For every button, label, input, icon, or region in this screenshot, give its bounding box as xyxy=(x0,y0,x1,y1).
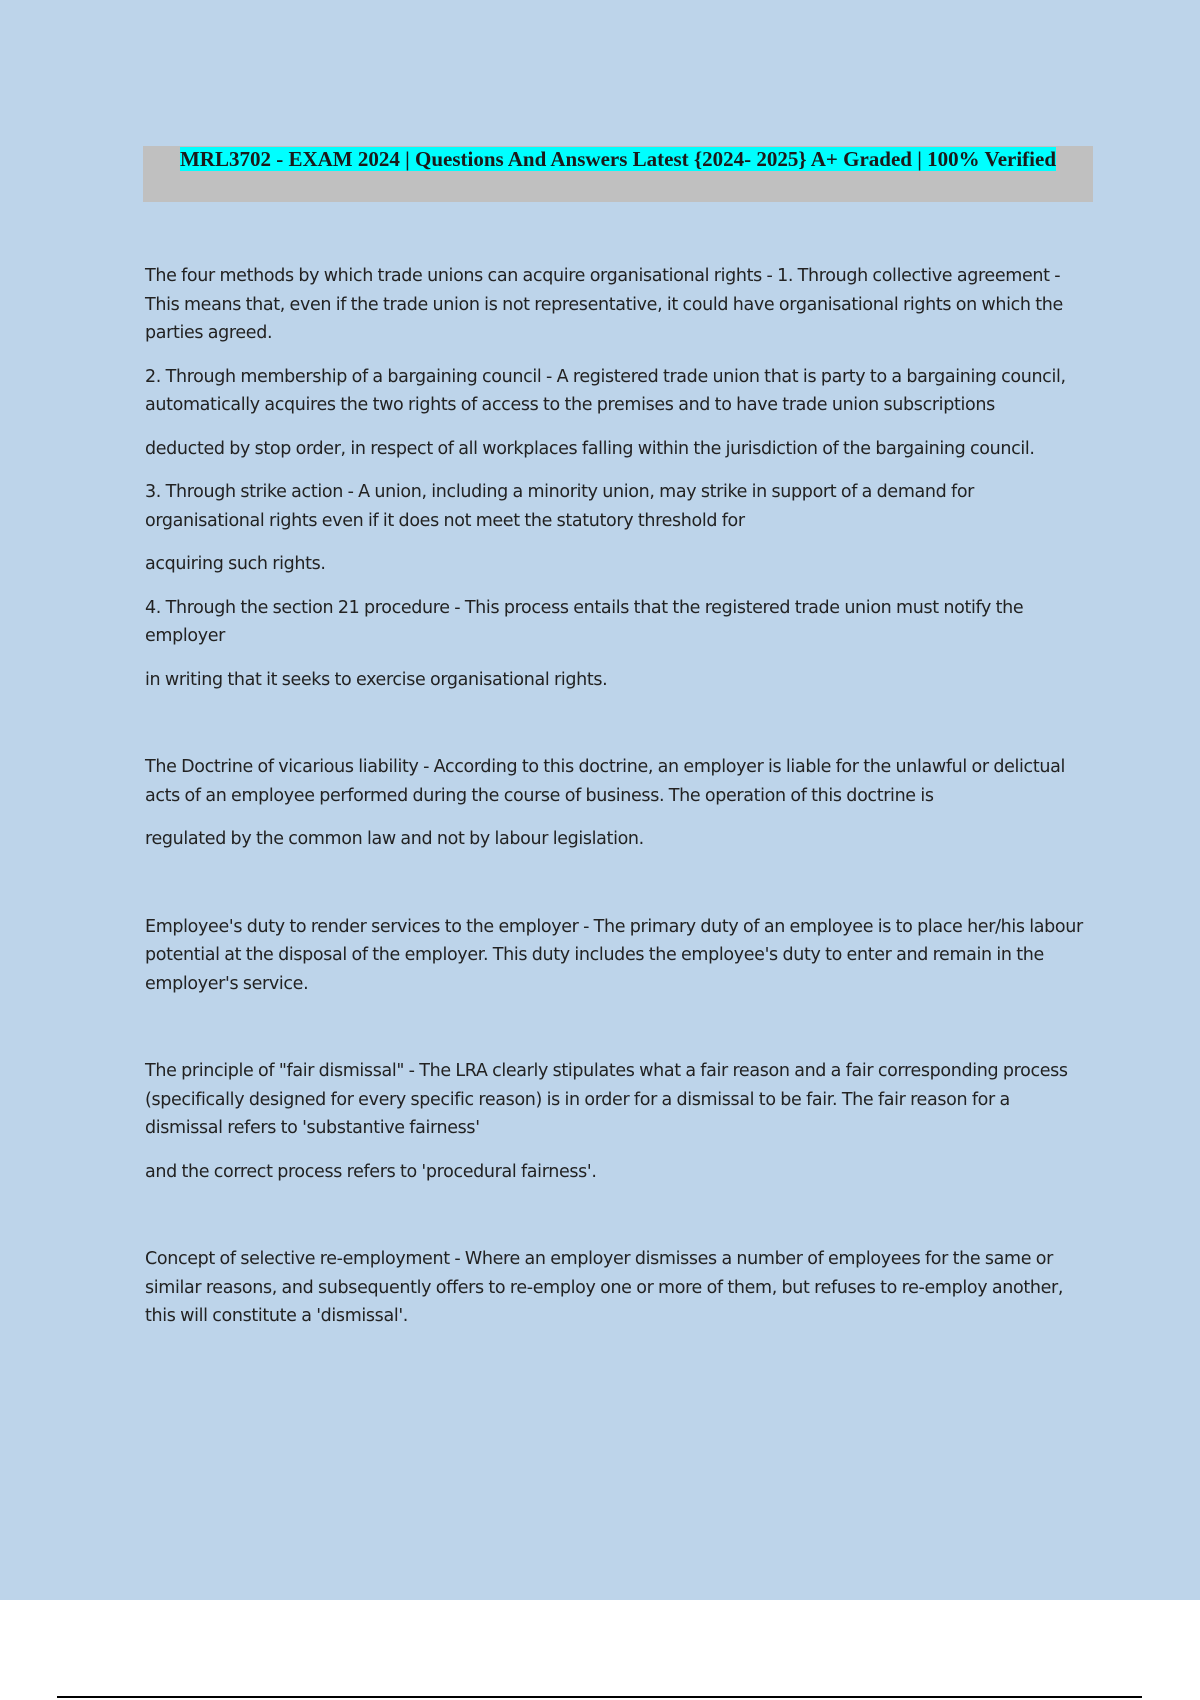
paragraph: regulated by the common law and not by labour legislation. xyxy=(145,829,644,849)
paragraph: The four methods by which trade unions can acquire organisational rights - 1. Through collective agreement - This means that, even if the trade union is not representative, it could have organisational rights on which the parties agreed. xyxy=(145,266,1063,343)
paragraph: The principle of "fair dismissal" - The LRA clearly stipulates what a fair reason and a fair corresponding process (specifically designed for every specific reason) is in order for a dismissal to be fair. The fair reason for a dismissal refers to 'substantive fairness' xyxy=(145,1061,1068,1138)
paragraph: deducted by stop order, in respect of all workplaces falling within the jurisdiction of the bargaining council. xyxy=(145,438,1035,459)
paragraph: 2. Through membership of a bargaining council - A registered trade union that is party to a bargaining council, automatically acquires the two rights of access to the premises and to have trade union subscriptions xyxy=(145,366,1066,415)
paragraph: Concept of selective re-employment - Where an employer dismisses a number of employees for the same or similar reasons, and subsequently offers to re-employ one or more of them, but refuses to re-employ another, this will constitute a 'dismissal'. xyxy=(145,1249,1064,1326)
paragraph: 3. Through strike action - A union, including a minority union, may strike in support of a demand for organisational rights even if it does not meet the statutory threshold for xyxy=(145,482,975,531)
paragraph: Employee's duty to render services to the employer - The primary duty of an employee is to place her/his labour potential at the disposal of the employer. This duty includes the employee's duty to enter and remain in the employer's service. xyxy=(145,916,1083,994)
document-body xyxy=(145,262,1090,1331)
footer-divider xyxy=(57,1696,1142,1698)
paragraph: 4. Through the section 21 procedure - This process entails that the registered trade union must notify the employer xyxy=(145,597,1024,646)
paragraph: in writing that it seeks to exercise organisational rights. xyxy=(145,669,608,690)
paragraph: and the correct process refers to 'procedural fairness'. xyxy=(145,1161,597,1182)
paragraph: acquiring such rights. xyxy=(145,554,326,574)
document-title-box xyxy=(143,146,1093,202)
paragraph: The Doctrine of vicarious liability - According to this doctrine, an employer is liable for the unlawful or delictual acts of an employee performed during the course of business. The operation of this doctrine is xyxy=(145,757,1065,806)
document-title: MRL3702 - EXAM 2024 | Questions And Answers Latest {2024- 2025} A+ Graded | 100% Verified xyxy=(179,147,1057,171)
